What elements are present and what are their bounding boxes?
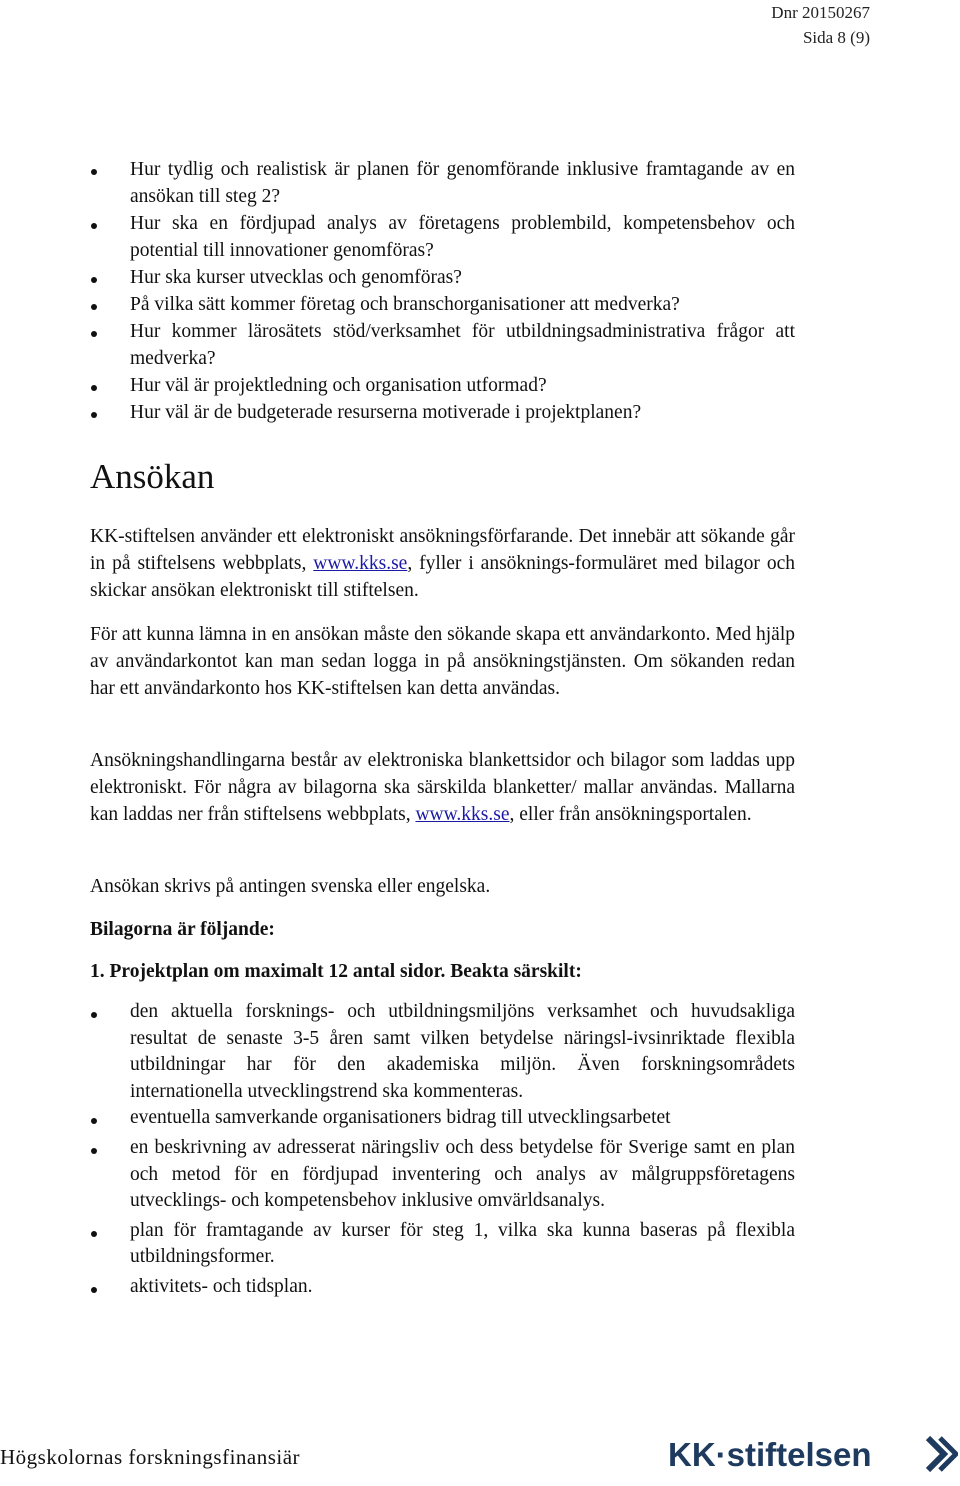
page-number: Sida 8 (9) [802, 28, 870, 47]
list-item: Hur kommer lärosätets stöd/verksamhet för utbildningsadministrativa frågor att medverka? [90, 318, 795, 372]
logo-wordmark: KK·stiftelsen [668, 1436, 872, 1473]
list-item: aktivitets- och tidsplan. [90, 1274, 795, 1301]
list-item: den aktuella forsknings- och utbildningsmiljöns verksamhet och huvudsakliga resultat de senaste 3-5 åren samt vilken betydelse näringsl-ivsinriktade flexibla utbildningar har för den akademiska miljön. Även forskningsområdets internationella utvecklingstrend ska kommenteras. [90, 999, 795, 1105]
kk-stiftelsen-logo [668, 1433, 958, 1482]
list-item: Hur ska en fördjupad analys av företagens problembild, kompetensbehov och potential till innovationer genomföras? [90, 210, 795, 264]
page-header [771, 0, 870, 50]
kks-website-link[interactable]: www.kks.se [313, 553, 408, 574]
list-item: På vilka sätt kommer företag och branschorganisationer att medverka? [90, 291, 795, 318]
kk-stiftelsen-logo-icon [668, 1433, 958, 1477]
paragraph-text: KK-stiftelsen använder ett elektroniskt ansökningsförfarande. Det innebär att sökande går in på stiftelsens webbplats, [90, 526, 795, 574]
list-item: Hur väl är projektledning och organisation utformad? [90, 372, 795, 399]
list-item: en beskrivning av adresserat näringsliv och dess betydelse för Sverige samt en plan och metod för en fördjupad inventering och analys av målgruppsföretagens utvecklings- och kompetensbehov inklusive omvärldsanalys. [90, 1135, 795, 1215]
paragraph-text: , eller från ansökningsportalen. [509, 804, 752, 825]
attachment-item-1: 1. Projektplan om maximalt 12 antal sidor. Beakta särskilt: [90, 961, 582, 982]
list-item: Hur väl är de budgeterade resurserna motiverade i projektplanen? [90, 399, 795, 426]
paragraph-account: För att kunna lämna in en ansökan måste den sökande skapa ett användarkonto. Med hjälp av användarkontot kan man sedan logga in på ansökningstjänsten. Om sökanden redan har ett användarkonto hos KK-stiftelsen kan detta användas. [90, 624, 795, 699]
paragraph-language: Ansökan skrivs på antingen svenska eller engelska. [90, 876, 491, 897]
paragraph-text: , fyller i ansöknings-formuläret med bilagor och skickar ansökan elektroniskt till stiftelsen. [90, 553, 795, 601]
attachments-heading: Bilagorna är följande: [90, 919, 275, 940]
list-item: eventuella samverkande organisationers bidrag till utvecklingsarbetet [90, 1105, 795, 1132]
paragraph-application [90, 523, 795, 604]
logo-chevron-icon [928, 1438, 956, 1470]
project-plan-list [90, 999, 795, 1301]
list-item: Hur ska kurser utvecklas och genomföras? [90, 264, 795, 291]
document-number: Dnr 20150267 [771, 3, 870, 22]
section-heading: Ansökan [90, 457, 215, 496]
list-item: Hur tydlig och realistisk är planen för genomförande inklusive framtagande av en ansökan till steg 2? [90, 156, 795, 210]
footer-organization: Högskolornas forskningsfinansiär [0, 1445, 301, 1469]
paragraph-documents [90, 747, 795, 828]
kks-website-link[interactable]: www.kks.se [415, 804, 510, 825]
criteria-list [90, 156, 795, 426]
list-item: plan för framtagande av kurser för steg 1, vilka ska kunna baseras på flexibla utbildningsformer. [90, 1218, 795, 1271]
paragraph-text: Ansökningshandlingarna består av elektroniska blankettsidor och bilagor som laddas upp elektroniskt. För några av bilagorna ska särskilda blanketter/ mallar användas. Mallarna kan laddas ner från stiftelsens webbplats, [90, 750, 795, 825]
